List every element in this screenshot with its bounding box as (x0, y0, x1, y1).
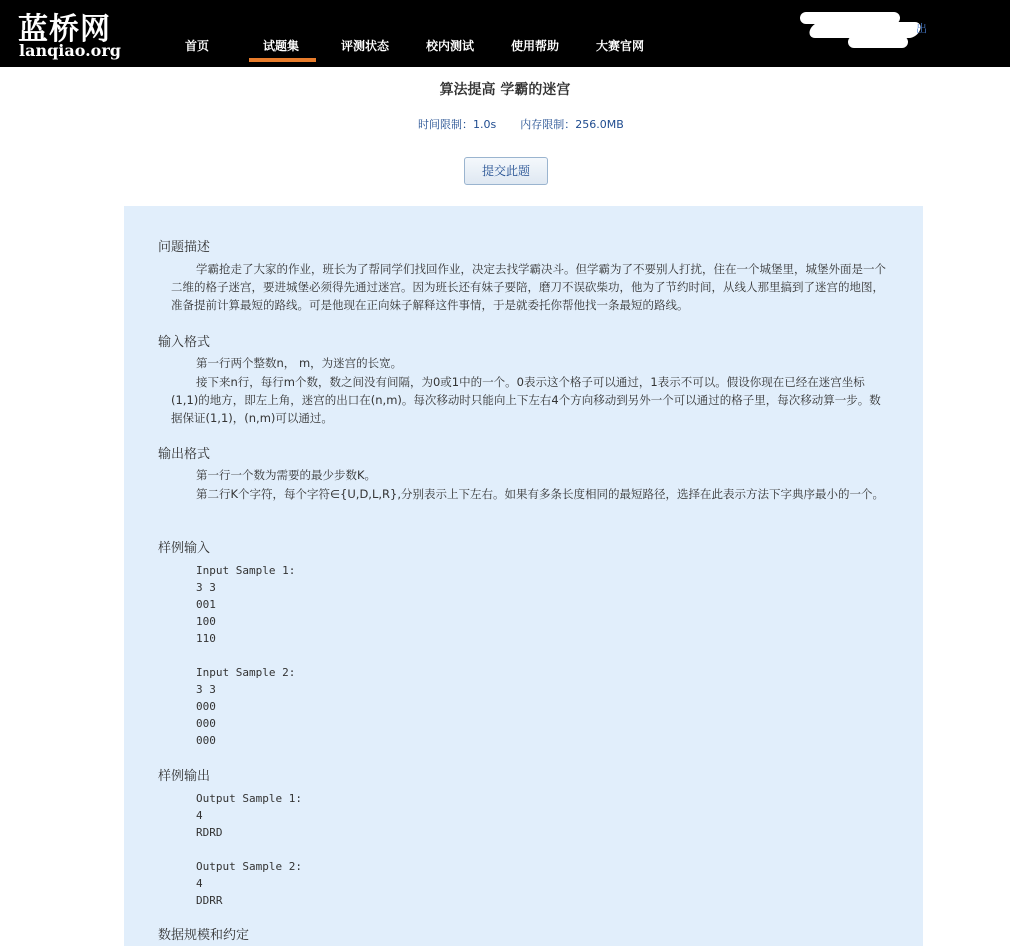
sample-input-block: Input Sample 1: 3 3 001 100 110 Input Sample 2: 3 3 000 000 000 (196, 564, 296, 747)
section-title-description: 问题描述 (158, 240, 211, 255)
logout-link[interactable]: 出 (916, 22, 927, 35)
problem-limits (418, 116, 624, 132)
section-title-output: 输出格式 (158, 447, 211, 462)
input-format-line-2: 接下来n行，每行m个数，数之间没有间隔，为0或1中的一个。0表示这个格子可以通过，1表示不可以。假设你现在已经在迷宫坐标(1,1)的地方，即左上角，迷宫的出口在(n,m)。每次移动时只能向上下左右4个方向移动到另外一个可以通过的格子里，每次移动算一步。数据保证(1,1)，(n,m)可以通过。 (171, 375, 881, 425)
site-logo[interactable]: 蓝桥网 (18, 12, 111, 47)
nav-problem-set[interactable]: 试题集 (263, 39, 300, 53)
active-tab-indicator (249, 58, 316, 62)
nav-contest-site[interactable]: 大赛官网 (596, 39, 645, 53)
section-title-sample-output: 样例输出 (158, 769, 211, 784)
time-limit: 时间限制：1.0s (418, 118, 497, 131)
section-title-input: 输入格式 (158, 335, 211, 350)
problem-title: 算法提高 学霸的迷宫 (439, 82, 571, 98)
redacted-username (800, 12, 935, 50)
nav-judge-status[interactable]: 评测状态 (341, 39, 390, 53)
nav-school-test[interactable]: 校内测试 (426, 39, 475, 53)
top-navigation-bar (0, 0, 1010, 67)
sample-output-block: Output Sample 1: 4 RDRD Output Sample 2: 4 DDRR (196, 792, 302, 907)
section-title-sample-input: 样例输入 (158, 541, 211, 556)
memory-limit: 内存限制：256.0MB (520, 118, 624, 131)
nav-help[interactable]: 使用帮助 (511, 39, 560, 53)
output-format-line-1: 第一行一个数为需要的最少步数K。 (196, 468, 377, 482)
output-format-line-2: 第二行K个字符，每个字符∈{U,D,L,R},分别表示上下左右。如果有多条长度相同的最短路径，选择在此表示方法下字典序最小的一个。 (196, 487, 884, 501)
site-logo-domain[interactable]: lanqiao.org (19, 41, 121, 60)
nav-home[interactable]: 首页 (185, 39, 210, 53)
input-format-line-1: 第一行两个整数n， m，为迷宫的长宽。 (196, 356, 403, 370)
description-text: 学霸抢走了大家的作业，班长为了帮同学们找回作业，决定去找学霸决斗。但学霸为了不要别人打扰，住在一个城堡里，城堡外面是一个二维的格子迷宫，要进城堡必须得先通过迷宫。因为班长还有妹子要陪，磨刀不误砍柴功，他为了节约时间，从线人那里搞到了迷宫的地图，准备提前计算最短的路线。可是他现在正向妹子解释这件事情，于是就委托你帮他找一条最短的路线。 (171, 262, 886, 312)
section-title-data-scale: 数据规模和约定 (158, 928, 250, 943)
submit-problem-button[interactable]: 提交此题 (464, 157, 548, 185)
